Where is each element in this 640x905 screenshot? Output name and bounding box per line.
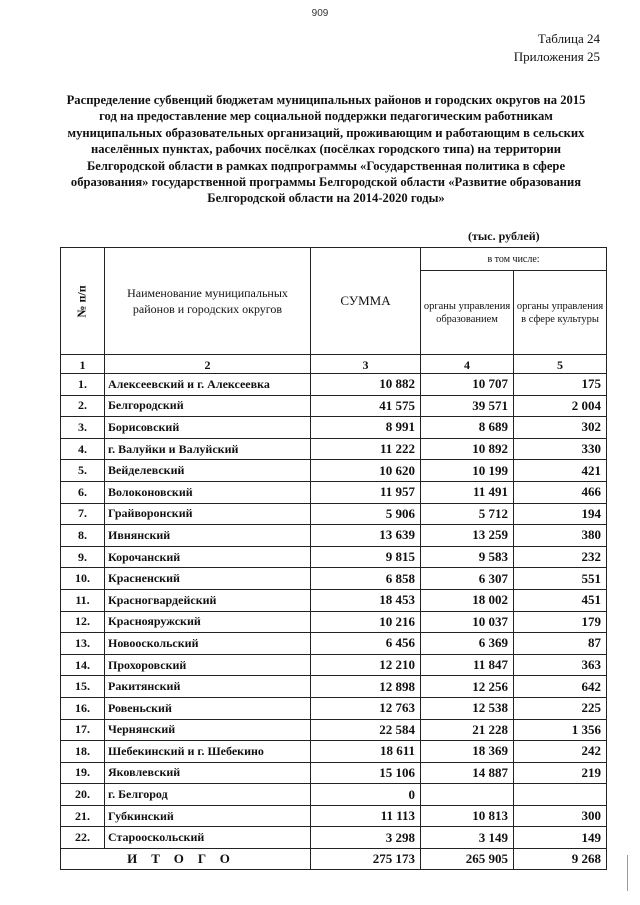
row-education: 9 583 xyxy=(421,546,514,568)
row-culture: 149 xyxy=(514,827,607,849)
row-culture: 179 xyxy=(514,611,607,633)
total-education: 265 905 xyxy=(421,849,514,870)
row-culture: 2 004 xyxy=(514,395,607,417)
row-sum: 11 222 xyxy=(311,438,421,460)
total-sum: 275 173 xyxy=(311,849,421,870)
row-education: 3 149 xyxy=(421,827,514,849)
row-number: 16. xyxy=(61,697,105,719)
table-label xyxy=(514,30,600,66)
district-name: г. Белгород xyxy=(105,784,311,806)
row-number: 3. xyxy=(61,417,105,439)
row-education: 6 307 xyxy=(421,568,514,590)
row-education: 10 037 xyxy=(421,611,514,633)
district-name: Грайворонский xyxy=(105,503,311,525)
table-row xyxy=(61,395,607,417)
row-sum: 22 584 xyxy=(311,719,421,741)
row-education: 21 228 xyxy=(421,719,514,741)
row-sum: 6 858 xyxy=(311,568,421,590)
header-education: органы управления образованием xyxy=(421,271,514,355)
row-sum: 11 957 xyxy=(311,481,421,503)
district-name: Краснояружский xyxy=(105,611,311,633)
row-number: 7. xyxy=(61,503,105,525)
district-name: Прохоровский xyxy=(105,654,311,676)
row-culture: 421 xyxy=(514,460,607,482)
row-culture: 194 xyxy=(514,503,607,525)
row-sum: 10 216 xyxy=(311,611,421,633)
row-number: 4. xyxy=(61,438,105,460)
row-culture: 219 xyxy=(514,762,607,784)
row-number: 15. xyxy=(61,676,105,698)
row-culture: 232 xyxy=(514,546,607,568)
table-row xyxy=(61,503,607,525)
header-name: Наименование муниципальных районов и городских округов xyxy=(105,248,311,355)
table-row xyxy=(61,546,607,568)
table-row xyxy=(61,762,607,784)
row-culture: 1 356 xyxy=(514,719,607,741)
table-row xyxy=(61,741,607,763)
table-row xyxy=(61,827,607,849)
row-culture: 363 xyxy=(514,654,607,676)
table-row xyxy=(61,805,607,827)
row-education: 8 689 xyxy=(421,417,514,439)
table-row xyxy=(61,654,607,676)
table-row xyxy=(61,697,607,719)
table-row xyxy=(61,438,607,460)
row-education: 12 256 xyxy=(421,676,514,698)
district-name: Корочанский xyxy=(105,546,311,568)
column-number: 2 xyxy=(105,355,311,374)
table-row xyxy=(61,611,607,633)
row-number: 19. xyxy=(61,762,105,784)
row-education: 39 571 xyxy=(421,395,514,417)
row-culture: 551 xyxy=(514,568,607,590)
row-number: 11. xyxy=(61,589,105,611)
total-label: ИТОГО xyxy=(61,849,311,870)
table-row xyxy=(61,719,607,741)
row-culture: 642 xyxy=(514,676,607,698)
table-row xyxy=(61,676,607,698)
table-label-line1: Таблица 24 xyxy=(537,31,600,46)
table-row xyxy=(61,568,607,590)
table-row xyxy=(61,633,607,655)
row-education: 10 199 xyxy=(421,460,514,482)
row-number: 8. xyxy=(61,525,105,547)
district-name: Алексеевский и г. Алексеевка xyxy=(105,374,311,396)
row-culture xyxy=(514,784,607,806)
row-education: 18 002 xyxy=(421,589,514,611)
table-label-line2: Приложения 25 xyxy=(513,49,600,64)
row-sum: 9 815 xyxy=(311,546,421,568)
row-education: 11 847 xyxy=(421,654,514,676)
subsidy-table xyxy=(60,247,607,870)
row-number: 20. xyxy=(61,784,105,806)
row-sum: 12 763 xyxy=(311,697,421,719)
row-number: 22. xyxy=(61,827,105,849)
district-name: Новооскольский xyxy=(105,633,311,655)
total-row xyxy=(61,849,607,870)
row-culture: 225 xyxy=(514,697,607,719)
table-row xyxy=(61,460,607,482)
table-row xyxy=(61,589,607,611)
column-number: 5 xyxy=(514,355,607,374)
district-name: Чернянский xyxy=(105,719,311,741)
row-culture: 300 xyxy=(514,805,607,827)
row-sum: 3 298 xyxy=(311,827,421,849)
row-number: 6. xyxy=(61,481,105,503)
row-number: 17. xyxy=(61,719,105,741)
row-education: 6 369 xyxy=(421,633,514,655)
district-name: Ивнянский xyxy=(105,525,311,547)
page-number: 909 xyxy=(311,8,329,19)
district-name: Волоконовский xyxy=(105,481,311,503)
row-education: 12 538 xyxy=(421,697,514,719)
row-number: 21. xyxy=(61,805,105,827)
row-culture: 380 xyxy=(514,525,607,547)
row-sum: 5 906 xyxy=(311,503,421,525)
row-education: 18 369 xyxy=(421,741,514,763)
row-sum: 0 xyxy=(311,784,421,806)
margin-mark xyxy=(627,855,634,891)
row-number: 13. xyxy=(61,633,105,655)
row-education: 10 707 xyxy=(421,374,514,396)
row-education: 14 887 xyxy=(421,762,514,784)
district-name: Яковлевский xyxy=(105,762,311,784)
header-including: в том числе: xyxy=(421,248,607,271)
row-education: 11 491 xyxy=(421,481,514,503)
row-culture: 87 xyxy=(514,633,607,655)
row-sum: 13 639 xyxy=(311,525,421,547)
row-number: 1. xyxy=(61,374,105,396)
row-sum: 15 106 xyxy=(311,762,421,784)
row-number: 9. xyxy=(61,546,105,568)
header-no: № п/п xyxy=(61,248,105,355)
row-culture: 175 xyxy=(514,374,607,396)
district-name: Губкинский xyxy=(105,805,311,827)
district-name: Вейделевский xyxy=(105,460,311,482)
district-name: Ровеньский xyxy=(105,697,311,719)
document-title: Распределение субвенций бюджетам муниципальных районов и городских округов на 2015 год на предоставление мер социальной поддержки педагогическим работникам муниципальных образовательных организаций, проживающим и работающим в сельских населённых пунктах, рабочих посёлках (посёлках городского типа) на территории Белгородской области в рамках подпрограммы «Государственная политика в сфере образования» государственной программы Белгородской области «Развитие образования Белгородской области на 2014-2020 годы» xyxy=(66,93,586,206)
header-culture: органы управления в сфере культуры xyxy=(514,271,607,355)
column-number: 1 xyxy=(61,355,105,374)
row-culture: 302 xyxy=(514,417,607,439)
row-sum: 11 113 xyxy=(311,805,421,827)
row-sum: 10 882 xyxy=(311,374,421,396)
units-label: (тыс. рублей) xyxy=(468,229,540,243)
district-name: Борисовский xyxy=(105,417,311,439)
row-number: 14. xyxy=(61,654,105,676)
table-row xyxy=(61,525,607,547)
row-culture: 242 xyxy=(514,741,607,763)
district-name: Старооскольский xyxy=(105,827,311,849)
row-sum: 12 898 xyxy=(311,676,421,698)
row-education: 13 259 xyxy=(421,525,514,547)
row-sum: 41 575 xyxy=(311,395,421,417)
row-number: 5. xyxy=(61,460,105,482)
row-education xyxy=(421,784,514,806)
row-sum: 6 456 xyxy=(311,633,421,655)
district-name: г. Валуйки и Валуйский xyxy=(105,438,311,460)
row-sum: 18 453 xyxy=(311,589,421,611)
row-education: 5 712 xyxy=(421,503,514,525)
district-name: Белгородский xyxy=(105,395,311,417)
district-name: Красногвардейский xyxy=(105,589,311,611)
row-culture: 451 xyxy=(514,589,607,611)
row-number: 12. xyxy=(61,611,105,633)
table-row xyxy=(61,417,607,439)
row-education: 10 892 xyxy=(421,438,514,460)
row-culture: 330 xyxy=(514,438,607,460)
row-number: 2. xyxy=(61,395,105,417)
table-row xyxy=(61,374,607,396)
district-name: Шебекинский и г. Шебекино xyxy=(105,741,311,763)
column-numbers-row xyxy=(61,355,607,374)
row-number: 10. xyxy=(61,568,105,590)
table-row xyxy=(61,784,607,806)
district-name: Ракитянский xyxy=(105,676,311,698)
district-name: Красненский xyxy=(105,568,311,590)
row-sum: 8 991 xyxy=(311,417,421,439)
row-sum: 12 210 xyxy=(311,654,421,676)
column-number: 3 xyxy=(311,355,421,374)
total-culture: 9 268 xyxy=(514,849,607,870)
row-sum: 18 611 xyxy=(311,741,421,763)
header-sum: СУММА xyxy=(311,248,421,355)
row-sum: 10 620 xyxy=(311,460,421,482)
row-culture: 466 xyxy=(514,481,607,503)
column-number: 4 xyxy=(421,355,514,374)
table-row xyxy=(61,481,607,503)
row-education: 10 813 xyxy=(421,805,514,827)
row-number: 18. xyxy=(61,741,105,763)
